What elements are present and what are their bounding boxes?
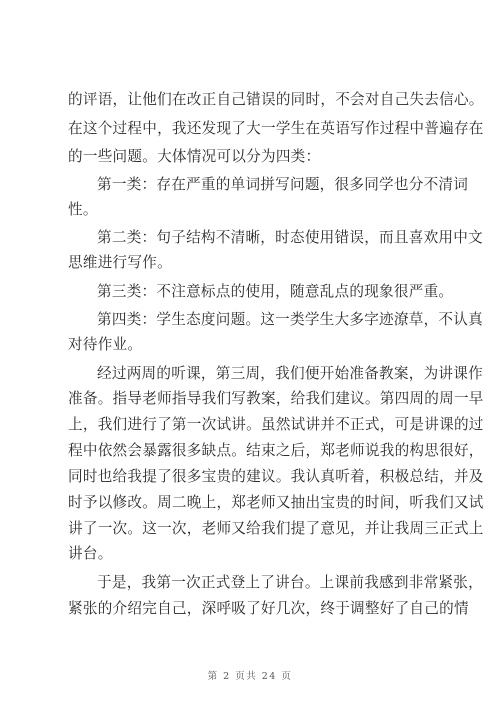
text-line: 程中依然会暴露很多缺点。结束之后，郑老师说我的构思很好，: [68, 442, 484, 459]
text-line: 紧张的介绍完自己，深呼吸了好几次，终于调整好了自己的情: [68, 600, 469, 617]
text-line: 第二类：句子结构不清晰，时态使用错误，而且喜欢用中文: [97, 229, 483, 246]
text-line: 讲了一次。这一次，老师又给我们提了意见，并让我周三正式上: [68, 520, 484, 537]
text-line: 思维进行写作。: [68, 254, 172, 271]
text-line: 的评语，让他们在改正自己错误的同时，不会对自己失去信心。: [68, 91, 484, 108]
text-line: 第一类：存在严重的单词拼写问题，很多同学也分不清词: [97, 176, 469, 193]
text-line: 准备。指导老师指导我们写教案，给我们建议。第四周的周一早: [68, 390, 484, 407]
text-line: 性。: [68, 201, 98, 218]
text-line: 时予以修改。周二晚上，郑老师又抽出宝贵的时间，听我们又试: [68, 494, 484, 511]
text-line: 的一些问题。大体情况可以分为四类：: [68, 148, 321, 165]
page-number-footer: 第 2 页共 24 页: [207, 671, 293, 682]
text-line: 同时也给我提了很多宝贵的建议。我认真听着，积极总结，并及: [68, 468, 484, 485]
text-line: 上，我们进行了第一次试讲。虽然试讲并不正式，可是讲课的过: [68, 416, 484, 433]
text-line: 第四类：学生态度问题。这一类学生大多字迹潦草，不认真: [97, 311, 483, 328]
text-line: 在这个过程中，我还发现了大一学生在英语写作过程中普遍存在: [68, 120, 484, 137]
text-line: 经过两周的听课，第三周，我们便开始准备教案，为讲课作: [97, 365, 483, 382]
text-line: 第三类：不注意标点的使用，随意乱点的现象很严重。: [97, 283, 454, 300]
text-line: 于是，我第一次正式登上了讲台。上课前我感到非常紧张，: [97, 574, 483, 591]
text-line: 对待作业。: [68, 336, 143, 353]
text-line: 讲台。: [68, 545, 113, 562]
